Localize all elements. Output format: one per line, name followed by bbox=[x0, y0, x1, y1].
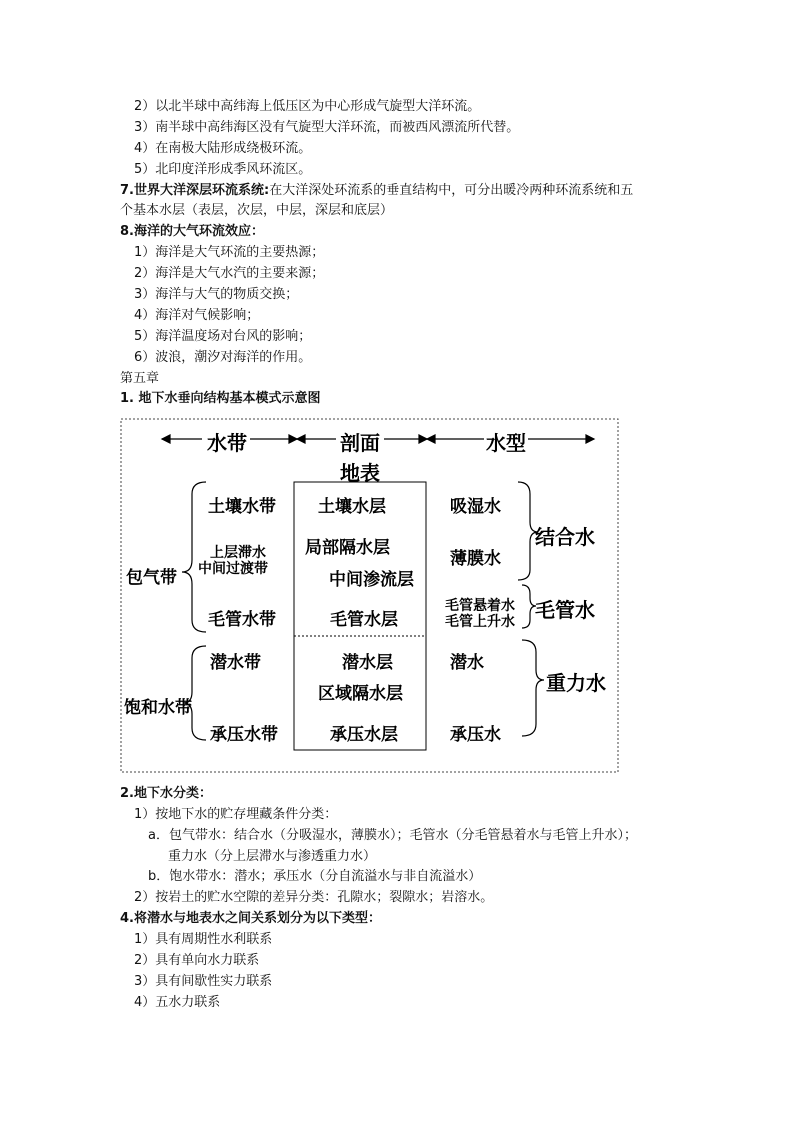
diagram-header-profile: 剖面 bbox=[340, 431, 380, 455]
profile-local-aquiclude: 局部隔水层 bbox=[305, 538, 390, 558]
zone-saturated-label: 饱和水带 bbox=[124, 698, 192, 718]
section2-line1: 1）按地下水的贮存埋藏条件分类： bbox=[134, 807, 338, 822]
section4-item-1: 1）具有周期性水利联系 bbox=[134, 932, 273, 947]
zone-phreatic: 潜水带 bbox=[210, 653, 261, 673]
item8-item-5: 5）海洋温度场对台风的影响； bbox=[134, 329, 312, 344]
item8-item-1: 1）海洋是大气环流的主要热源； bbox=[134, 245, 325, 260]
diagram-title: 1. 地下水垂向结构基本模式示意图 bbox=[120, 391, 321, 406]
section4-item-3: 3）具有间歇性实力联系 bbox=[134, 974, 273, 989]
zone-soil: 土壤水带 bbox=[208, 497, 276, 517]
type-gravity-water: 重力水 bbox=[546, 671, 606, 695]
brace-gravity bbox=[522, 640, 544, 736]
zone-perched: 上层滞水 bbox=[210, 545, 266, 561]
type-confined: 承压水 bbox=[450, 725, 501, 745]
type-hygroscopic: 吸湿水 bbox=[450, 497, 501, 517]
item7-text1: 在大洋深处环流系的垂直结构中，可分出暖冷两种环流系统和五 bbox=[269, 183, 634, 198]
section4-item-2: 2）具有单向水力联系 bbox=[134, 953, 260, 968]
brace-aeration bbox=[182, 482, 206, 632]
type-bound-water: 结合水 bbox=[535, 525, 595, 549]
section2-line3: 重力水（分上层滞水与渗透重力水） bbox=[168, 849, 377, 864]
item8-item-6: 6）波浪，潮汐对海洋的作用。 bbox=[134, 350, 312, 365]
item8-title: 8.海洋的大气环流效应： bbox=[120, 224, 264, 239]
section4-item-4: 4）五水力联系 bbox=[134, 995, 221, 1010]
profile-soil-layer: 土壤水层 bbox=[318, 497, 386, 517]
zone-confined: 承压水带 bbox=[210, 725, 278, 745]
diagram-surface-label: 地表 bbox=[340, 461, 380, 485]
top-list-item-5: 5）北印度洋形成季风环流区。 bbox=[134, 162, 312, 177]
section2-title: 2.地下水分类： bbox=[120, 786, 212, 801]
top-list-item-4: 4）在南极大陆形成绕极环流。 bbox=[134, 141, 312, 156]
brace-capillary bbox=[522, 585, 536, 628]
item7-title: 7.世界大洋深层环流系统: bbox=[120, 183, 270, 198]
zone-transition: 中间过渡带 bbox=[198, 561, 268, 577]
section4-title: 4.将潜水与地表水之间关系划分为以下类型： bbox=[120, 911, 381, 926]
profile-phreatic-layer: 潜水层 bbox=[342, 653, 393, 673]
item7-line2: 个基本水层（表层，次层，中层，深层和底层） bbox=[120, 203, 394, 218]
zone-aeration-label: 包气带 bbox=[126, 568, 177, 588]
profile-seepage-layer: 中间渗流层 bbox=[329, 570, 414, 590]
top-list-item-3: 3）南半球中高纬海区没有气旋型大洋环流，而被西风漂流所代替。 bbox=[134, 120, 520, 135]
section2-line5: 2）按岩土的贮水空隙的差异分类：孔隙水；裂隙水；岩溶水。 bbox=[134, 890, 494, 905]
type-capillary-water: 毛管水 bbox=[535, 598, 595, 622]
section2-line2: a．包气带水：结合水（分吸湿水，薄膜水）；毛管水（分毛管悬着水与毛管上升水）； bbox=[148, 828, 637, 843]
diagram-header-bands: 水带 bbox=[207, 431, 247, 455]
section2-line4: b．饱水带水：潜水；承压水（分自流溢水与非自流溢水） bbox=[148, 869, 482, 884]
item8-item-3: 3）海洋与大气的物质交换； bbox=[134, 287, 299, 302]
profile-regional-aquiclude: 区域隔水层 bbox=[318, 684, 403, 704]
type-film: 薄膜水 bbox=[450, 549, 501, 569]
top-list-item-2: 2）以北半球中高纬海上低压区为中心形成气旋型大洋环流。 bbox=[134, 99, 481, 114]
type-cap-suspended: 毛管悬着水 bbox=[445, 598, 515, 614]
type-cap-rising: 毛管上升水 bbox=[445, 614, 515, 630]
item8-item-4: 4）海洋对气候影响； bbox=[134, 308, 260, 323]
profile-capillary-layer: 毛管水层 bbox=[330, 610, 398, 630]
item8-item-2: 2）海洋是大气水汽的主要来源； bbox=[134, 266, 325, 281]
diagram-header-types: 水型 bbox=[486, 431, 526, 455]
zone-capillary: 毛管水带 bbox=[208, 610, 276, 630]
chapter-heading: 第五章 bbox=[120, 371, 160, 386]
type-phreatic: 潜水 bbox=[450, 653, 484, 673]
profile-confined-layer: 承压水层 bbox=[330, 725, 398, 745]
